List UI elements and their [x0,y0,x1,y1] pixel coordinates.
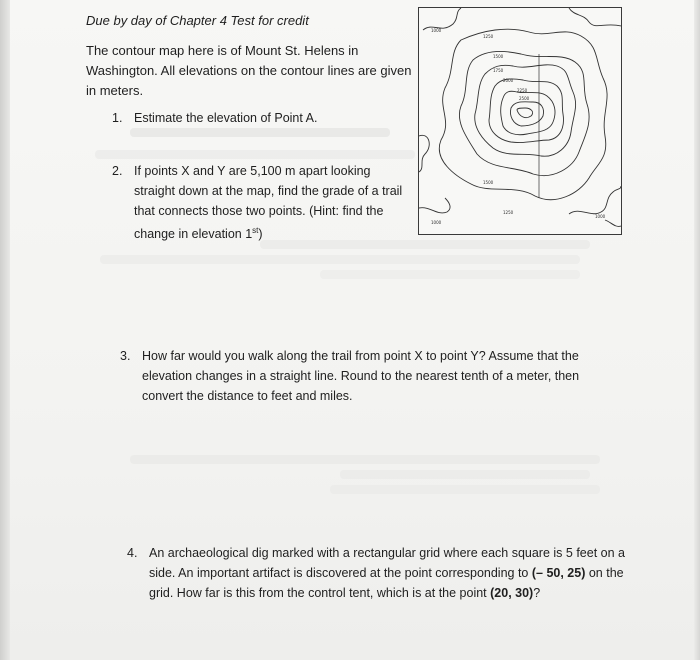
bleed-through-mark [320,270,580,279]
contour-elevation-label: 1000 [431,220,442,225]
contour-elevation-label: 1250 [483,34,494,39]
contour-map [418,7,622,235]
contour-line [517,108,533,118]
question-text: Estimate the elevation of Point A. [134,111,318,125]
bleed-through-mark [330,485,600,494]
contour-line [419,198,450,213]
question-number: 4. [127,546,138,560]
artifact-point: (– 50, 25) [531,566,586,580]
page-left-edge-shadow [0,0,10,660]
question-text-post: ? [533,586,541,600]
superscript: st [252,226,259,235]
contour-elevation-label: 2000 [503,78,514,83]
contour-elevation-label: 1000 [431,28,442,33]
question-text-mid: on the grid. How far is this from the control tent, which is at the point [149,566,624,600]
page-right-edge-shadow [694,0,700,660]
contour-line [569,8,621,26]
question-text: How far would you walk along the trail from point X to point Y? Assume that the elevation changes in a straight line. Round to the nearest tenth of a meter, then convert the distance to feet and miles. [142,349,580,403]
contour-elevation-label: 1250 [503,210,514,215]
bleed-through-mark [100,255,580,264]
bleed-through-mark [340,470,590,479]
contour-elevation-label: 1750 [493,68,504,73]
question-text-pre: An archaeological dig marked with a rectangular grid where each square is 5 feet on a side. An important artifact is discovered at the point corresponding to [149,546,625,580]
question-text [134,161,410,244]
bleed-through-mark [95,150,415,159]
bleed-through-mark [130,128,390,137]
contour-elevation-label: 1500 [483,180,494,185]
tent-point: (20, 30) [490,586,534,600]
question-text-tail: ) [258,227,263,242]
question-number: 1. [112,111,123,125]
contour-elevation-label: 2250 [517,88,528,93]
contour-elevation-label: 2500 [519,96,530,101]
question-text-body: If points X and Y are 5,100 m apart looking straight down at the map, find the grade of a trail that connects those two points. (Hint: find the change in elevation 1 [134,164,403,242]
question-number: 3. [120,349,131,363]
question-number: 2. [112,164,123,178]
contour-line [423,8,461,30]
due-date-header: Due by day of Chapter 4 Test for credit [86,13,309,28]
contour-elevation-label: 1000 [595,214,606,219]
contour-line [510,102,543,126]
contour-map-svg [419,8,621,234]
contour-elevation-label: 1500 [493,54,504,59]
intro-paragraph: The contour map here is of Mount St. Helens in Washington. All elevations on the contour lines are given in meters. [86,43,412,98]
contour-line [459,52,589,176]
contour-line [605,220,621,226]
question-text [149,543,627,603]
contour-line [419,135,429,172]
bleed-through-mark [130,455,600,464]
contour-line [569,186,621,214]
